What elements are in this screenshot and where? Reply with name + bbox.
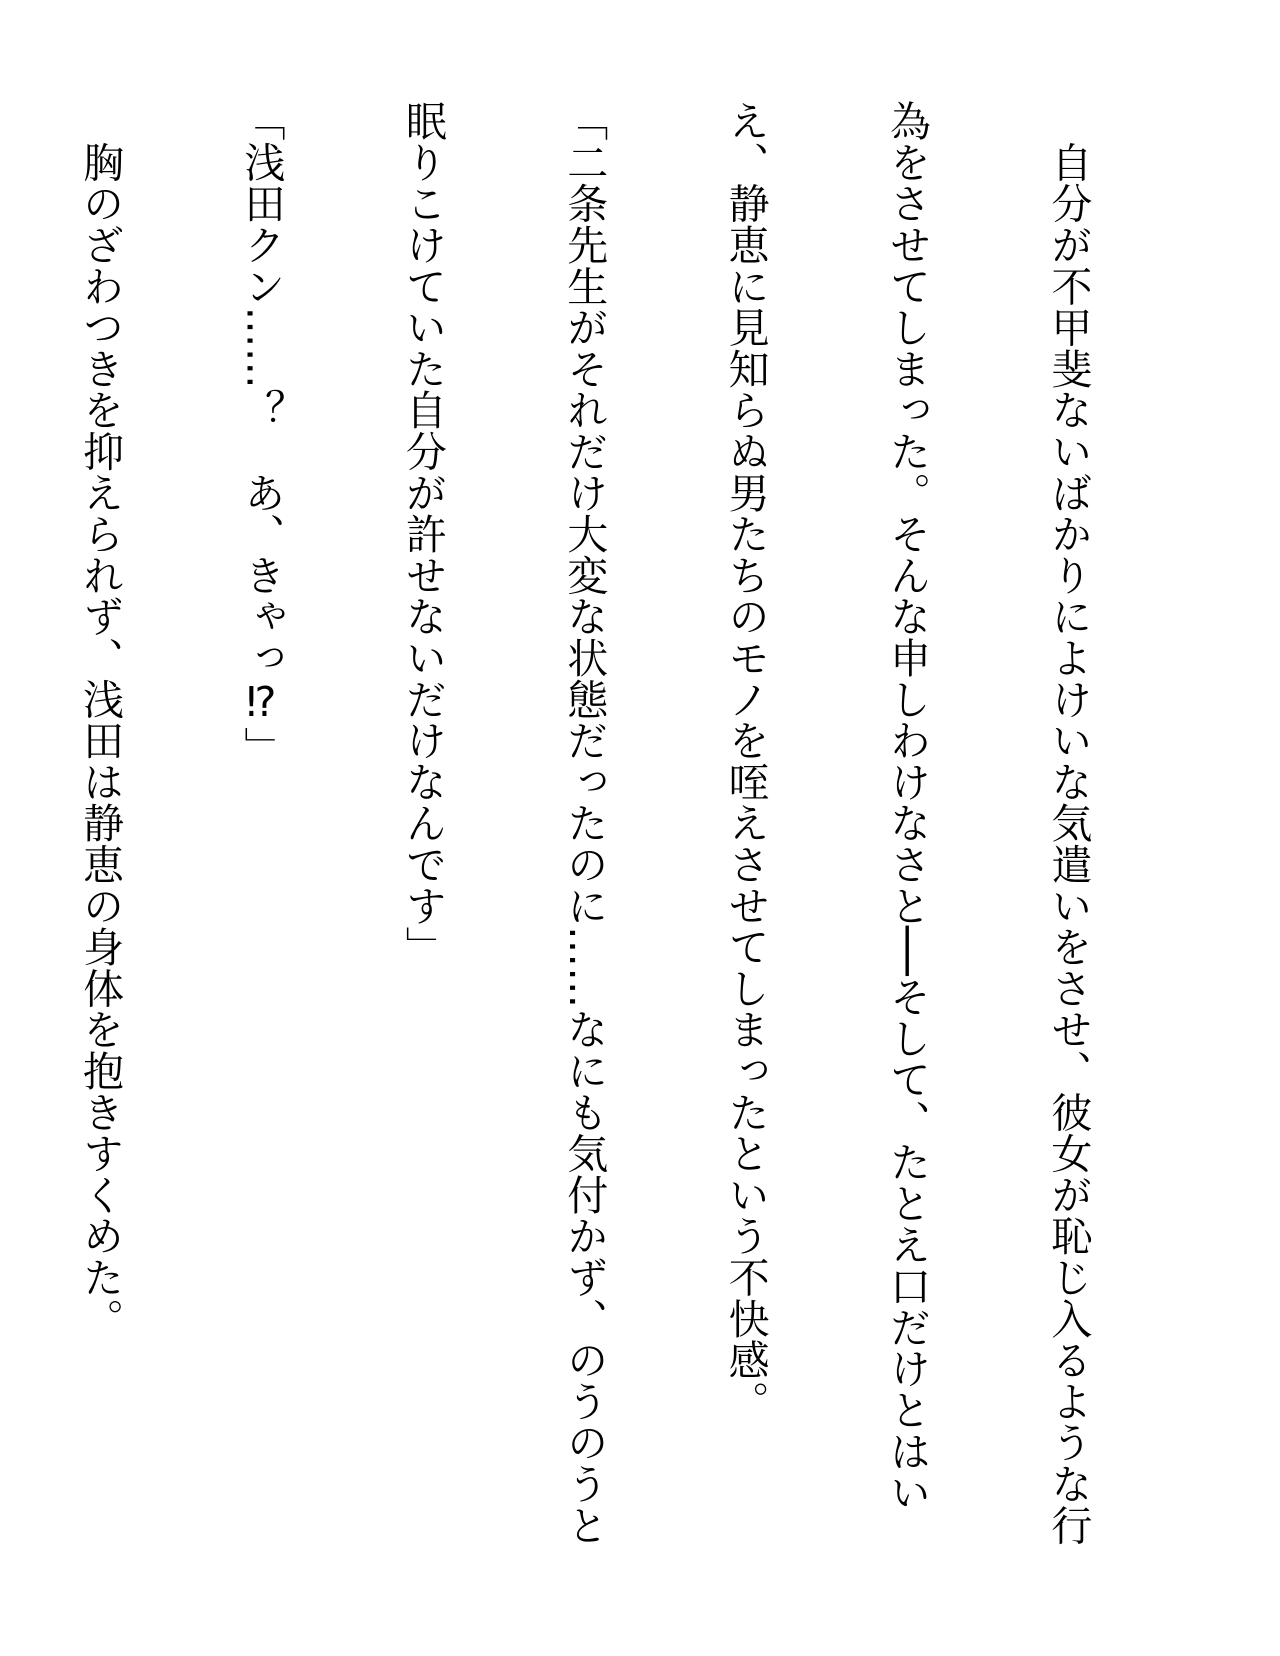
text-line: 胸のざわつきを抑えられず、浅田は静恵の身体を抱きすくめた。 (76, 100, 125, 1339)
text-line: 「浅田クン……？ あ、きゃっ⁉」 (237, 100, 286, 768)
text-line: 眠りこけていた自分が許せないだけなんです」 (398, 100, 447, 968)
text-line: 為をさせてしまった。そんな申しわけなさと──そして、たとえ口だけとはい (883, 100, 932, 1513)
vertical-text-body (0, 100, 1202, 1546)
text-line: え、静恵に見知らぬ男たちのモノを咥えさせてしまったという不快感。 (721, 100, 770, 1422)
text-line: 「二条先生がそれだけ大変な状態だったのに……なにも気付かず、のうのうと (560, 100, 609, 1546)
text-line: 自分が不甲斐ないばかりによけいな気遣いをさせ、彼女が恥じ入るような行 (1044, 100, 1093, 1546)
